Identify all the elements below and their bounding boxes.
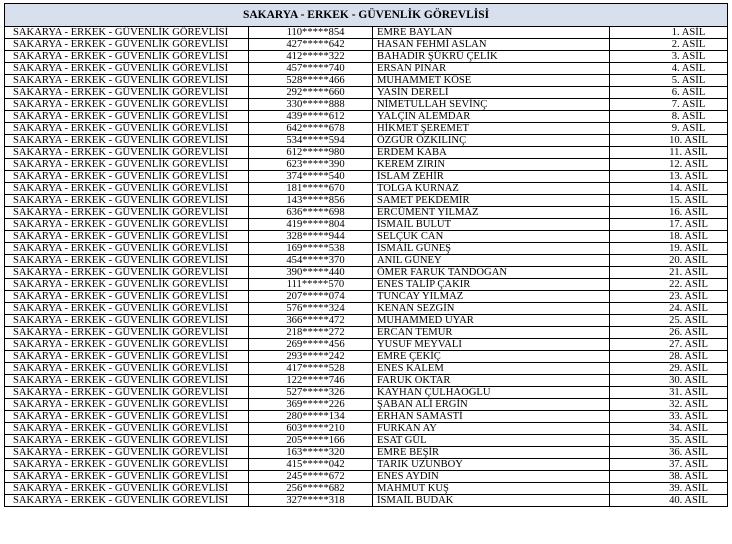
name-cell: ŞABAN ALİ ERGİN — [373, 399, 610, 411]
name-cell: BAHADIR ŞÜKRÜ ÇELİK — [373, 51, 610, 63]
id-cell: 457*****740 — [249, 63, 373, 75]
unit-cell: SAKARYA - ERKEK - GÜVENLİK GÖREVLİSİ — [5, 303, 249, 315]
rank-cell: 33. ASİL — [610, 411, 728, 423]
table-row — [5, 339, 728, 351]
table-row — [5, 231, 728, 243]
table-row — [5, 483, 728, 495]
rank-cell: 34. ASİL — [610, 423, 728, 435]
table-body — [5, 27, 728, 507]
id-cell: 163*****320 — [249, 447, 373, 459]
unit-cell: SAKARYA - ERKEK - GÜVENLİK GÖREVLİSİ — [5, 207, 249, 219]
unit-cell: SAKARYA - ERKEK - GÜVENLİK GÖREVLİSİ — [5, 171, 249, 183]
name-cell: YUSUF MEYVALI — [373, 339, 610, 351]
rank-cell: 36. ASİL — [610, 447, 728, 459]
rank-cell: 38. ASİL — [610, 471, 728, 483]
table-row — [5, 495, 728, 507]
table-row — [5, 327, 728, 339]
unit-cell: SAKARYA - ERKEK - GÜVENLİK GÖREVLİSİ — [5, 99, 249, 111]
rank-cell: 35. ASİL — [610, 435, 728, 447]
id-cell: 218*****272 — [249, 327, 373, 339]
table-row — [5, 315, 728, 327]
id-cell: 292*****660 — [249, 87, 373, 99]
table-row — [5, 135, 728, 147]
rank-cell: 17. ASİL — [610, 219, 728, 231]
name-cell: ERCAN TEMUR — [373, 327, 610, 339]
unit-cell: SAKARYA - ERKEK - GÜVENLİK GÖREVLİSİ — [5, 315, 249, 327]
id-cell: 612*****980 — [249, 147, 373, 159]
name-cell: FURKAN AY — [373, 423, 610, 435]
table-row — [5, 75, 728, 87]
rank-cell: 31. ASİL — [610, 387, 728, 399]
name-cell: SELÇUK CAN — [373, 231, 610, 243]
unit-cell: SAKARYA - ERKEK - GÜVENLİK GÖREVLİSİ — [5, 75, 249, 87]
unit-cell: SAKARYA - ERKEK - GÜVENLİK GÖREVLİSİ — [5, 435, 249, 447]
rank-cell: 39. ASİL — [610, 483, 728, 495]
id-cell: 122*****746 — [249, 375, 373, 387]
rank-cell: 9. ASİL — [610, 123, 728, 135]
name-cell: FARUK OKTAR — [373, 375, 610, 387]
id-cell: 623*****390 — [249, 159, 373, 171]
unit-cell: SAKARYA - ERKEK - GÜVENLİK GÖREVLİSİ — [5, 279, 249, 291]
table-row — [5, 375, 728, 387]
unit-cell: SAKARYA - ERKEK - GÜVENLİK GÖREVLİSİ — [5, 351, 249, 363]
id-cell: 454*****370 — [249, 255, 373, 267]
rank-cell: 18. ASİL — [610, 231, 728, 243]
rank-cell: 16. ASİL — [610, 207, 728, 219]
name-cell: ENES KALEM — [373, 363, 610, 375]
id-cell: 328*****944 — [249, 231, 373, 243]
rank-cell: 23. ASİL — [610, 291, 728, 303]
table-row — [5, 159, 728, 171]
unit-cell: SAKARYA - ERKEK - GÜVENLİK GÖREVLİSİ — [5, 375, 249, 387]
unit-cell: SAKARYA - ERKEK - GÜVENLİK GÖREVLİSİ — [5, 327, 249, 339]
rank-cell: 14. ASİL — [610, 183, 728, 195]
id-cell: 111*****570 — [249, 279, 373, 291]
unit-cell: SAKARYA - ERKEK - GÜVENLİK GÖREVLİSİ — [5, 291, 249, 303]
rank-cell: 13. ASİL — [610, 171, 728, 183]
rank-cell: 19. ASİL — [610, 243, 728, 255]
name-cell: TUNCAY YILMAZ — [373, 291, 610, 303]
table-row — [5, 435, 728, 447]
table-row — [5, 399, 728, 411]
unit-cell: SAKARYA - ERKEK - GÜVENLİK GÖREVLİSİ — [5, 111, 249, 123]
id-cell: 327*****318 — [249, 495, 373, 507]
name-cell: EMRE BAYLAN — [373, 27, 610, 39]
name-cell: YASİN DERELİ — [373, 87, 610, 99]
table-row — [5, 39, 728, 51]
id-cell: 374*****540 — [249, 171, 373, 183]
name-cell: ENES TALİP ÇAKIR — [373, 279, 610, 291]
table-row — [5, 111, 728, 123]
name-cell: ESAT GÜL — [373, 435, 610, 447]
name-cell: ÖZGÜR ÖZKILINÇ — [373, 135, 610, 147]
id-cell: 207*****074 — [249, 291, 373, 303]
rank-cell: 12. ASİL — [610, 159, 728, 171]
id-cell: 293*****242 — [249, 351, 373, 363]
table-row — [5, 183, 728, 195]
name-cell: MUHAMMED UYAR — [373, 315, 610, 327]
name-cell: TARIK UZUNBOY — [373, 459, 610, 471]
unit-cell: SAKARYA - ERKEK - GÜVENLİK GÖREVLİSİ — [5, 27, 249, 39]
rank-cell: 28. ASİL — [610, 351, 728, 363]
rank-cell: 32. ASİL — [610, 399, 728, 411]
table-row — [5, 147, 728, 159]
name-cell: SAMET PEKDEMİR — [373, 195, 610, 207]
table-row — [5, 99, 728, 111]
table-row — [5, 447, 728, 459]
rank-cell: 22. ASİL — [610, 279, 728, 291]
table-row — [5, 303, 728, 315]
id-cell: 390*****440 — [249, 267, 373, 279]
unit-cell: SAKARYA - ERKEK - GÜVENLİK GÖREVLİSİ — [5, 423, 249, 435]
name-cell: KAYHAN ÇULHAOĞLU — [373, 387, 610, 399]
table-row — [5, 459, 728, 471]
name-cell: ERSAN PINAR — [373, 63, 610, 75]
unit-cell: SAKARYA - ERKEK - GÜVENLİK GÖREVLİSİ — [5, 123, 249, 135]
rank-cell: 29. ASİL — [610, 363, 728, 375]
rank-cell: 37. ASİL — [610, 459, 728, 471]
id-cell: 205*****166 — [249, 435, 373, 447]
table-row — [5, 279, 728, 291]
id-cell: 528*****466 — [249, 75, 373, 87]
table-row — [5, 423, 728, 435]
results-table — [4, 3, 728, 507]
id-cell: 415*****042 — [249, 459, 373, 471]
unit-cell: SAKARYA - ERKEK - GÜVENLİK GÖREVLİSİ — [5, 183, 249, 195]
unit-cell: SAKARYA - ERKEK - GÜVENLİK GÖREVLİSİ — [5, 471, 249, 483]
name-cell: KENAN SEZGİN — [373, 303, 610, 315]
id-cell: 576*****324 — [249, 303, 373, 315]
id-cell: 534*****594 — [249, 135, 373, 147]
unit-cell: SAKARYA - ERKEK - GÜVENLİK GÖREVLİSİ — [5, 267, 249, 279]
id-cell: 527*****326 — [249, 387, 373, 399]
rank-cell: 27. ASİL — [610, 339, 728, 351]
rank-cell: 10. ASİL — [610, 135, 728, 147]
name-cell: EMRE ÇEKİÇ — [373, 351, 610, 363]
name-cell: ERCÜMENT YILMAZ — [373, 207, 610, 219]
id-cell: 245*****672 — [249, 471, 373, 483]
rank-cell: 4. ASİL — [610, 63, 728, 75]
unit-cell: SAKARYA - ERKEK - GÜVENLİK GÖREVLİSİ — [5, 243, 249, 255]
id-cell: 169*****538 — [249, 243, 373, 255]
id-cell: 419*****804 — [249, 219, 373, 231]
rank-cell: 1. ASİL — [610, 27, 728, 39]
unit-cell: SAKARYA - ERKEK - GÜVENLİK GÖREVLİSİ — [5, 39, 249, 51]
table-row — [5, 471, 728, 483]
name-cell: TOLGA KURNAZ — [373, 183, 610, 195]
id-cell: 181*****670 — [249, 183, 373, 195]
unit-cell: SAKARYA - ERKEK - GÜVENLİK GÖREVLİSİ — [5, 339, 249, 351]
rank-cell: 3. ASİL — [610, 51, 728, 63]
table-row — [5, 243, 728, 255]
rank-cell: 20. ASİL — [610, 255, 728, 267]
unit-cell: SAKARYA - ERKEK - GÜVENLİK GÖREVLİSİ — [5, 135, 249, 147]
name-cell: İSMAİL BULUT — [373, 219, 610, 231]
rank-cell: 2. ASİL — [610, 39, 728, 51]
rank-cell: 25. ASİL — [610, 315, 728, 327]
unit-cell: SAKARYA - ERKEK - GÜVENLİK GÖREVLİSİ — [5, 219, 249, 231]
name-cell: İSLAM ZEHİR — [373, 171, 610, 183]
rank-cell: 11. ASİL — [610, 147, 728, 159]
id-cell: 269*****456 — [249, 339, 373, 351]
unit-cell: SAKARYA - ERKEK - GÜVENLİK GÖREVLİSİ — [5, 411, 249, 423]
name-cell: ÖMER FARUK TANDOĞAN — [373, 267, 610, 279]
unit-cell: SAKARYA - ERKEK - GÜVENLİK GÖREVLİSİ — [5, 255, 249, 267]
table-row — [5, 351, 728, 363]
unit-cell: SAKARYA - ERKEK - GÜVENLİK GÖREVLİSİ — [5, 63, 249, 75]
table-row — [5, 387, 728, 399]
rank-cell: 8. ASİL — [610, 111, 728, 123]
rank-cell: 26. ASİL — [610, 327, 728, 339]
rank-cell: 24. ASİL — [610, 303, 728, 315]
rank-cell: 40. ASİL — [610, 495, 728, 507]
table-row — [5, 267, 728, 279]
name-cell: NİMETULLAH SEVİNÇ — [373, 99, 610, 111]
name-cell: EMRE BEŞİR — [373, 447, 610, 459]
table-row — [5, 411, 728, 423]
id-cell: 256*****682 — [249, 483, 373, 495]
unit-cell: SAKARYA - ERKEK - GÜVENLİK GÖREVLİSİ — [5, 159, 249, 171]
table-row — [5, 291, 728, 303]
table-row — [5, 51, 728, 63]
id-cell: 143*****856 — [249, 195, 373, 207]
unit-cell: SAKARYA - ERKEK - GÜVENLİK GÖREVLİSİ — [5, 399, 249, 411]
unit-cell: SAKARYA - ERKEK - GÜVENLİK GÖREVLİSİ — [5, 483, 249, 495]
unit-cell: SAKARYA - ERKEK - GÜVENLİK GÖREVLİSİ — [5, 387, 249, 399]
name-cell: HİKMET ŞEREMET — [373, 123, 610, 135]
name-cell: KEREM ZIRIN — [373, 159, 610, 171]
table-row — [5, 87, 728, 99]
name-cell: HASAN FEHMİ ASLAN — [373, 39, 610, 51]
unit-cell: SAKARYA - ERKEK - GÜVENLİK GÖREVLİSİ — [5, 147, 249, 159]
unit-cell: SAKARYA - ERKEK - GÜVENLİK GÖREVLİSİ — [5, 87, 249, 99]
unit-cell: SAKARYA - ERKEK - GÜVENLİK GÖREVLİSİ — [5, 51, 249, 63]
rank-cell: 7. ASİL — [610, 99, 728, 111]
table-row — [5, 207, 728, 219]
id-cell: 330*****888 — [249, 99, 373, 111]
table-row — [5, 255, 728, 267]
unit-cell: SAKARYA - ERKEK - GÜVENLİK GÖREVLİSİ — [5, 459, 249, 471]
name-cell: ERHAN SAMASTİ — [373, 411, 610, 423]
table-row — [5, 123, 728, 135]
name-cell: ENES AYDIN — [373, 471, 610, 483]
name-cell: YALÇIN ALEMDAR — [373, 111, 610, 123]
rank-cell: 30. ASİL — [610, 375, 728, 387]
table-row — [5, 219, 728, 231]
table-row — [5, 63, 728, 75]
table-row — [5, 27, 728, 39]
table-row — [5, 171, 728, 183]
unit-cell: SAKARYA - ERKEK - GÜVENLİK GÖREVLİSİ — [5, 495, 249, 507]
table-title: SAKARYA - ERKEK - GÜVENLİK GÖREVLİSİ — [5, 4, 728, 27]
unit-cell: SAKARYA - ERKEK - GÜVENLİK GÖREVLİSİ — [5, 231, 249, 243]
name-cell: ANIL GÜNEY — [373, 255, 610, 267]
id-cell: 417*****528 — [249, 363, 373, 375]
unit-cell: SAKARYA - ERKEK - GÜVENLİK GÖREVLİSİ — [5, 363, 249, 375]
id-cell: 369*****226 — [249, 399, 373, 411]
id-cell: 603*****210 — [249, 423, 373, 435]
id-cell: 427*****642 — [249, 39, 373, 51]
name-cell: ERDEM KABA — [373, 147, 610, 159]
rank-cell: 21. ASİL — [610, 267, 728, 279]
rank-cell: 15. ASİL — [610, 195, 728, 207]
id-cell: 439*****612 — [249, 111, 373, 123]
unit-cell: SAKARYA - ERKEK - GÜVENLİK GÖREVLİSİ — [5, 447, 249, 459]
name-cell: İSMAİL GÜNEŞ — [373, 243, 610, 255]
results-sheet — [4, 3, 727, 507]
id-cell: 366*****472 — [249, 315, 373, 327]
rank-cell: 6. ASİL — [610, 87, 728, 99]
table-row — [5, 195, 728, 207]
id-cell: 636*****698 — [249, 207, 373, 219]
id-cell: 412*****322 — [249, 51, 373, 63]
table-row — [5, 363, 728, 375]
rank-cell: 5. ASİL — [610, 75, 728, 87]
id-cell: 110*****854 — [249, 27, 373, 39]
unit-cell: SAKARYA - ERKEK - GÜVENLİK GÖREVLİSİ — [5, 195, 249, 207]
id-cell: 642*****678 — [249, 123, 373, 135]
id-cell: 280*****134 — [249, 411, 373, 423]
name-cell: MUHAMMET KÖSE — [373, 75, 610, 87]
name-cell: İSMAİL BUDAK — [373, 495, 610, 507]
table-title-row — [5, 4, 728, 27]
name-cell: MAHMUT KUŞ — [373, 483, 610, 495]
